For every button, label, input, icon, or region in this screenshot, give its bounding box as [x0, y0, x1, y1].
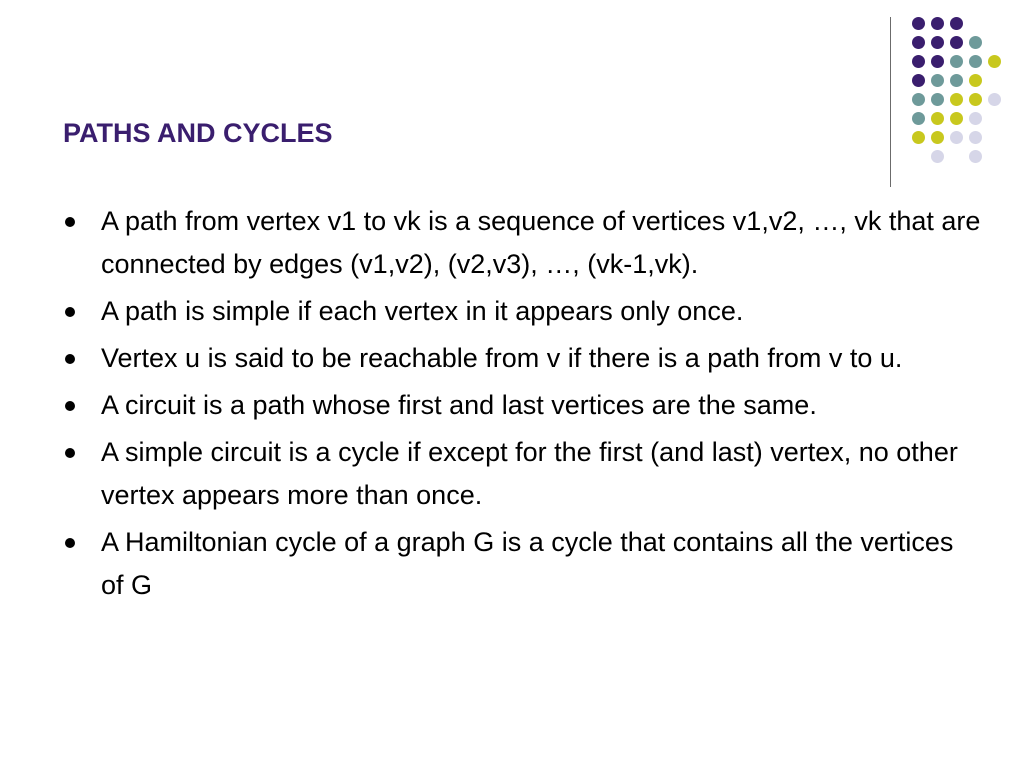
bullet-text: A Hamiltonian cycle of a graph G is a cycle that contains all the vertices of G	[101, 527, 954, 600]
bullet-dot-icon	[65, 354, 75, 364]
bullet-item	[63, 290, 983, 333]
bullet-item	[63, 384, 983, 427]
bullet-text: A path is simple if each vertex in it appears only once.	[101, 296, 744, 326]
decorative-dot	[969, 131, 982, 144]
bullet-text: A simple circuit is a cycle if except for the first (and last) vertex, no other vertex appears more than once.	[101, 437, 958, 510]
bullet-list	[63, 200, 983, 611]
decorative-dot	[912, 74, 925, 87]
decorative-dot	[912, 36, 925, 49]
decorative-dot	[931, 93, 944, 106]
bullet-item	[63, 200, 983, 286]
decorative-dot	[931, 150, 944, 163]
decorative-dot	[931, 17, 944, 30]
decorative-dot	[988, 93, 1001, 106]
decorative-dot	[912, 55, 925, 68]
decorative-dot	[969, 55, 982, 68]
decorative-dot	[969, 36, 982, 49]
decorative-dot	[912, 112, 925, 125]
decorative-dot	[950, 112, 963, 125]
bullet-dot-icon	[65, 217, 75, 227]
decorative-dot	[931, 112, 944, 125]
bullet-item	[63, 337, 983, 380]
decorative-dot	[912, 131, 925, 144]
decorative-dot-grid	[0, 0, 1024, 200]
decorative-dot	[931, 55, 944, 68]
decorative-dot	[950, 131, 963, 144]
decorative-dot	[969, 74, 982, 87]
decorative-dot	[912, 17, 925, 30]
decorative-dot	[931, 36, 944, 49]
bullet-dot-icon	[65, 538, 75, 548]
bullet-item	[63, 431, 983, 517]
bullet-dot-icon	[65, 401, 75, 411]
decorative-dot	[931, 74, 944, 87]
decorative-dot	[950, 17, 963, 30]
bullet-dot-icon	[65, 307, 75, 317]
slide-title: PATHS AND CYCLES	[63, 118, 333, 148]
decorative-dot	[912, 93, 925, 106]
decorative-dot	[969, 112, 982, 125]
decorative-dot	[950, 74, 963, 87]
bullet-item	[63, 521, 983, 607]
bullet-text: Vertex u is said to be reachable from v if there is a path from v to u.	[101, 343, 903, 373]
bullet-dot-icon	[65, 448, 75, 458]
decorative-dot	[969, 93, 982, 106]
bullet-text: A path from vertex v1 to vk is a sequence of vertices v1,v2, …, vk that are connected by edges (v1,v2), (v2,v3), …, (vk-1,vk).	[101, 206, 981, 279]
decorative-dot	[969, 150, 982, 163]
vertical-divider	[890, 17, 891, 187]
decorative-dot	[988, 55, 1001, 68]
decorative-dot	[931, 131, 944, 144]
bullet-text: A circuit is a path whose first and last vertices are the same.	[101, 390, 817, 420]
decorative-dot	[950, 55, 963, 68]
decorative-dot	[950, 93, 963, 106]
decorative-dot	[950, 36, 963, 49]
